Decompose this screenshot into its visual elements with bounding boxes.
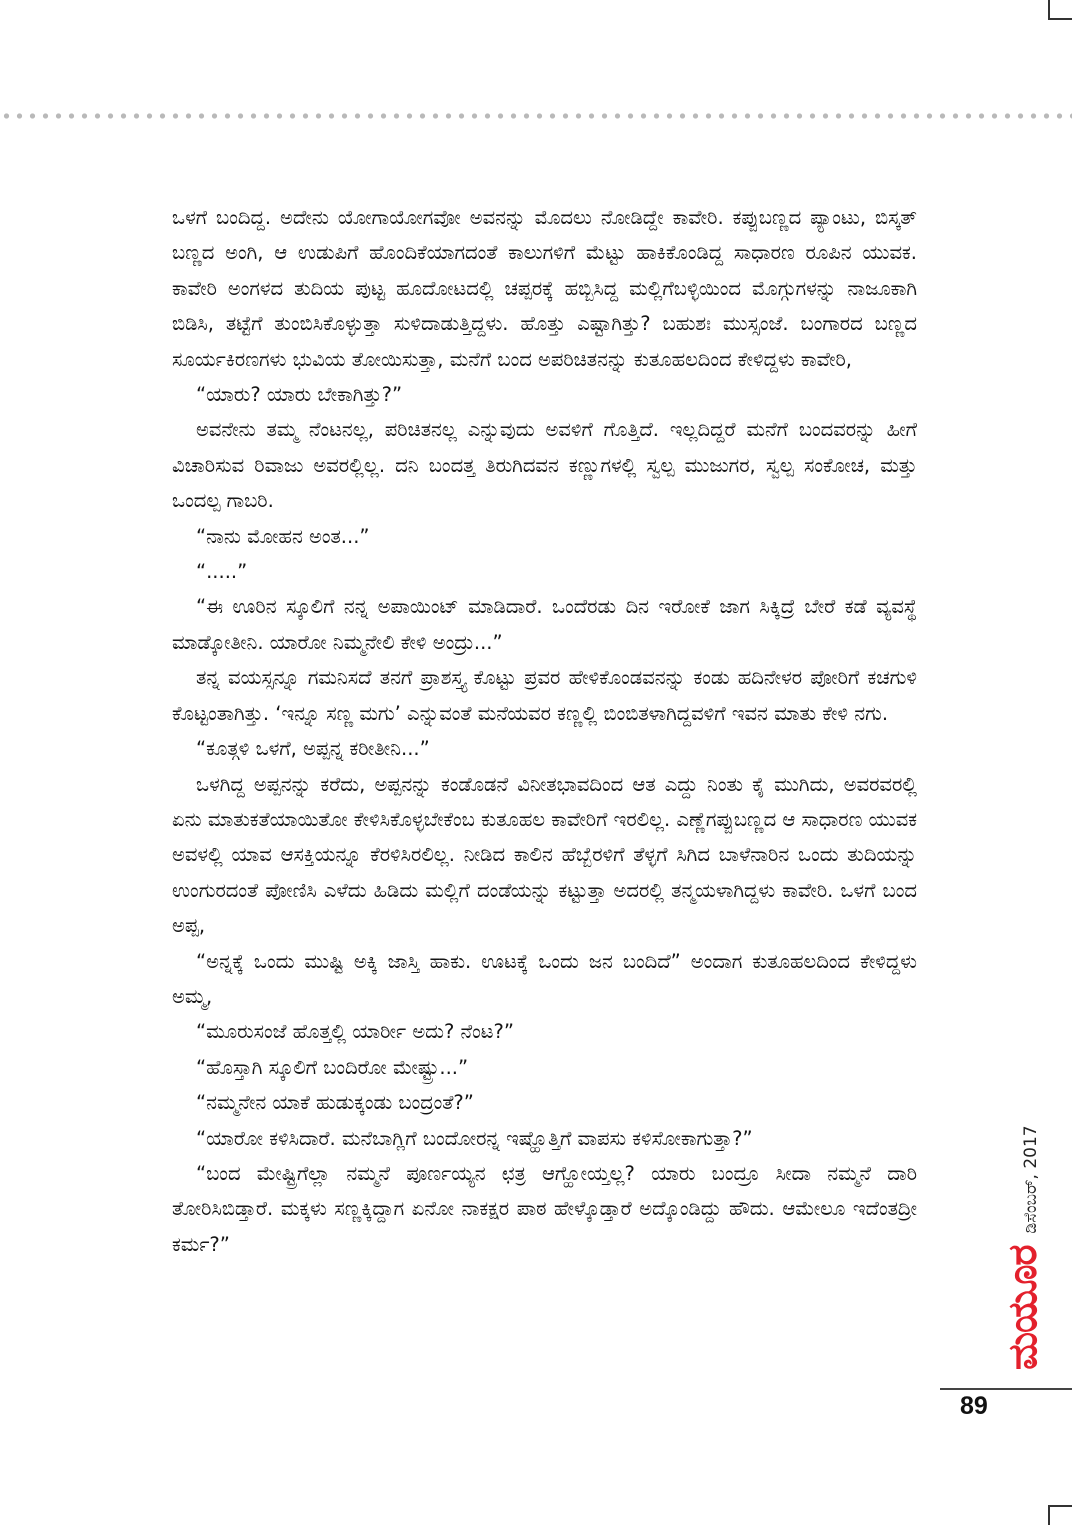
- dotted-divider: [0, 112, 1072, 120]
- crop-mark-bottom: [1048, 1505, 1072, 1507]
- paragraph: “ನಾನು ಮೋಹನ ಅಂತ...”: [196, 524, 370, 548]
- paragraph: ಒಳಗೆ ಬಂದಿದ್ದ. ಅದೇನು ಯೋಗಾಯೋಗವೋ ಅವನನ್ನು ಮೊದಲು ನೋಡಿದ್ದೇ ಕಾವೇರಿ. ಕಪ್ಪುಬಣ್ಣದ ಪ್ಯಾಂಟು, ಬಿಸ್ಕತ್ ಬಣ್ಣದ ಅಂಗಿ, ಆ ಉಡುಪಿಗೆ ಹೊಂದಿಕೆಯಾಗದಂತೆ ಕಾಲುಗಳಿಗೆ ಮೆಟ್ಟು ಹಾಕಿಕೊಂಡಿದ್ದ ಸಾಧಾರಣ ರೂಪಿನ ಯುವಕ. ಕಾವೇರಿ ಅಂಗಳದ ತುದಿಯ ಪುಟ್ಟ ಹೂದೋಟದಲ್ಲಿ ಚಪ್ಪರಕ್ಕೆ ಹಬ್ಬಿಸಿದ್ದ ಮಲ್ಲಿಗೆಬಳ್ಳಿಯಿಂದ ಮೊಗ್ಗುಗಳನ್ನು ನಾಜೂಕಾಗಿ ಬಿಡಿಸಿ, ತಟ್ಟೆಗೆ ತುಂಬಿಸಿಕೊಳ್ಳುತ್ತಾ ಸುಳಿದಾಡುತ್ತಿದ್ದಳು. ಹೊತ್ತು ಎಷ್ಟಾಗಿತ್ತು? ಬಹುಶಃ ಮುಸ್ಸಂಜೆ. ಬಂಗಾರದ ಬಣ್ಣದ ಸೂರ್ಯಕಿರಣಗಳು ಭುವಿಯ ತೋಯಿಸುತ್ತಾ, ಮನೆಗೆ ಬಂದ ಅಪರಿಚಿತನನ್ನು ಕುತೂಹಲದಿಂದ ಕೇಳಿದ್ದಳು ಕಾವೇರಿ,: [172, 206, 917, 371]
- paragraph: “ಹೊಸ್ತಾಗಿ ಸ್ಕೂಲಿಗೆ ಬಂದಿರೋ ಮೇಷ್ಟ್ರು...”: [196, 1055, 469, 1079]
- paragraph: ತನ್ನ ವಯಸ್ಸನ್ನೂ ಗಮನಿಸದೆ ತನಗೆ ಪ್ರಾಶಸ್ತ್ಯ ಕೊಟ್ಟು ಪ್ರವರ ಹೇಳಿಕೊಂಡವನನ್ನು ಕಂಡು ಹದಿನೇಳರ ಪೋರಿಗೆ ಕಚಗುಳಿ ಕೊಟ್ಟಂತಾಗಿತ್ತು. ‘ಇನ್ನೂ ಸಣ್ಣ ಮಗು’ ಎನ್ನುವಂತೆ ಮನೆಯವರ ಕಣ್ಣಲ್ಲಿ ಬಿಂಬಿತಳಾಗಿದ್ದವಳಿಗೆ ಇವನ ಮಾತು ಕೇಳಿ ನಗು.: [172, 666, 917, 725]
- paragraph: “ಕೂತ್ಗಳಿ ಒಳಗೆ, ಅಪ್ಪನ್ನ ಕರೀತೀನಿ...”: [196, 737, 430, 761]
- crop-mark-top: [1048, 0, 1050, 20]
- paragraph: “ಮೂರುಸಂಜೆ ಹೊತ್ತಲ್ಲಿ ಯಾರ್ರೀ ಅದು? ನೆಂಟ?”: [196, 1020, 514, 1044]
- paragraph: ಅವನೇನು ತಮ್ಮ ನೆಂಟನಲ್ಲ, ಪರಿಚಿತನಲ್ಲ ಎನ್ನುವುದು ಅವಳಿಗೆ ಗೊತ್ತಿದೆ. ಇಲ್ಲದಿದ್ದರೆ ಮನೆಗೆ ಬಂದವರನ್ನು ಹೀಗೆ ವಿಚಾರಿಸುವ ರಿವಾಜು ಅವರಲ್ಲಿಲ್ಲ. ದನಿ ಬಂದತ್ತ ತಿರುಗಿದವನ ಕಣ್ಣುಗಳಲ್ಲಿ ಸ್ವಲ್ಪ ಮುಜುಗರ, ಸ್ವಲ್ಪ ಸಂಕೋಚ, ಮತ್ತು ಒಂದಲ್ಪ ಗಾಬರಿ.: [172, 418, 917, 513]
- page-number: 89: [960, 1392, 988, 1420]
- paragraph: “.....”: [196, 560, 248, 584]
- article-body: [172, 200, 917, 1262]
- paragraph: “ಬಂದ ಮೇಷ್ಟ್ರಿಗೆಲ್ಲಾ ನಮ್ಮನೆ ಪೂರ್ಣಯ್ಯನ ಛತ್ರ ಆಗ್ಹೋಯ್ತಲ್ಲ? ಯಾರು ಬಂದ್ರೂ ಸೀದಾ ನಮ್ಮನೆ ದಾರಿ ತೋರಿಸಿಬಿಡ್ತಾರೆ. ಮಕ್ಕಳು ಸಣ್ಣಕ್ಕಿದ್ದಾಗ ಏನೋ ನಾಕಕ್ಷರ ಪಾಠ ಹೇಳ್ಕೊಡ್ತಾರೆ ಅದ್ಕೊಂಡಿದ್ದು ಹೌದು. ಆಮೇಲೂ ಇದೆಂತದ್ರೀ ಕರ್ಮ?”: [172, 1161, 917, 1256]
- paragraph: “ಯಾರು? ಯಾರು ಬೇಕಾಗಿತ್ತು?”: [196, 383, 403, 407]
- paragraph: “ಯಾರೋ ಕಳಿಸಿದಾರೆ. ಮನೆಬಾಗ್ಲಿಗೆ ಬಂದೋರನ್ನ ಇಷ್ಹೊತ್ತಿಗೆ ವಾಪಸು ಕಳಿಸೋಕಾಗುತ್ತಾ?”: [196, 1126, 753, 1150]
- paragraph: “ಅನ್ನಕ್ಕೆ ಒಂದು ಮುಷ್ಟಿ ಅಕ್ಕಿ ಜಾಸ್ತಿ ಹಾಕು. ಊಟಕ್ಕೆ ಒಂದು ಜನ ಬಂದಿದೆ” ಅಂದಾಗ ಕುತೂಹಲದಿಂದ ಕೇಳಿದ್ದಳು ಅಮ್ಮ,: [172, 949, 917, 1008]
- crop-mark-bottom: [1048, 1505, 1050, 1525]
- magazine-logo: ಮಯೂರ: [1000, 1245, 1046, 1370]
- magazine-masthead: [1000, 1125, 1046, 1370]
- paragraph: ಒಳಗಿದ್ದ ಅಪ್ಪನನ್ನು ಕರೆದು, ಅಪ್ಪನನ್ನು ಕಂಡೊಡನೆ ವಿನೀತಭಾವದಿಂದ ಆತ ಎದ್ದು ನಿಂತು ಕೈ ಮುಗಿದು, ಅವರವರಲ್ಲಿ ಏನು ಮಾತುಕತೆಯಾಯಿತೋ ಕೇಳಿಸಿಕೊಳ್ಳಬೇಕೆಂಬ ಕುತೂಹಲ ಕಾವೇರಿಗೆ ಇರಲಿಲ್ಲ. ಎಣ್ಣೆಗಪ್ಪುಬಣ್ಣದ ಆ ಸಾಧಾರಣ ಯುವಕ ಅವಳಲ್ಲಿ ಯಾವ ಆಸಕ್ತಿಯನ್ನೂ ಕೆರಳಿಸಿರಲಿಲ್ಲ. ನೀಡಿದ ಕಾಲಿನ ಹೆಬ್ಬೆರಳಿಗೆ ತೆಳ್ಳಗೆ ಸಿಗಿದ ಬಾಳೆನಾರಿನ ಒಂದು ತುದಿಯನ್ನು ಉಂಗುರದಂತೆ ಪೋಣಿಸಿ ಎಳೆದು ಹಿಡಿದು ಮಲ್ಲಿಗೆ ದಂಡೆಯನ್ನು ಕಟ್ಟುತ್ತಾ ಅದರಲ್ಲಿ ತನ್ಮಯಳಾಗಿದ್ದಳು ಕಾವೇರಿ. ಒಳಗೆ ಬಂದ ಅಪ್ಪ,: [172, 772, 917, 938]
- page-number-rule: [940, 1388, 1072, 1390]
- paragraph: “ಈ ಊರಿನ ಸ್ಕೂಲಿಗೆ ನನ್ನ ಅಪಾಯಿಂಟ್ ಮಾಡಿದಾರೆ. ಒಂದೆರಡು ದಿನ ಇರೋಕೆ ಜಾಗ ಸಿಕ್ಕಿದ್ರೆ ಬೇರೆ ಕಡೆ ವ್ಯವಸ್ಥೆ ಮಾಡ್ಕೋತೀನಿ. ಯಾರೋ ನಿಮ್ಮನೇಲಿ ಕೇಳಿ ಅಂದ್ರು...”: [172, 595, 917, 654]
- paragraph: “ನಮ್ಮನೇನ ಯಾಕೆ ಹುಡುಕ್ಕಂಡು ಬಂದ್ರಂತೆ?”: [196, 1091, 474, 1115]
- issue-date: ಡಿಸೆಂಬರ್, 2017: [1021, 1125, 1041, 1234]
- crop-mark-top: [1048, 18, 1072, 20]
